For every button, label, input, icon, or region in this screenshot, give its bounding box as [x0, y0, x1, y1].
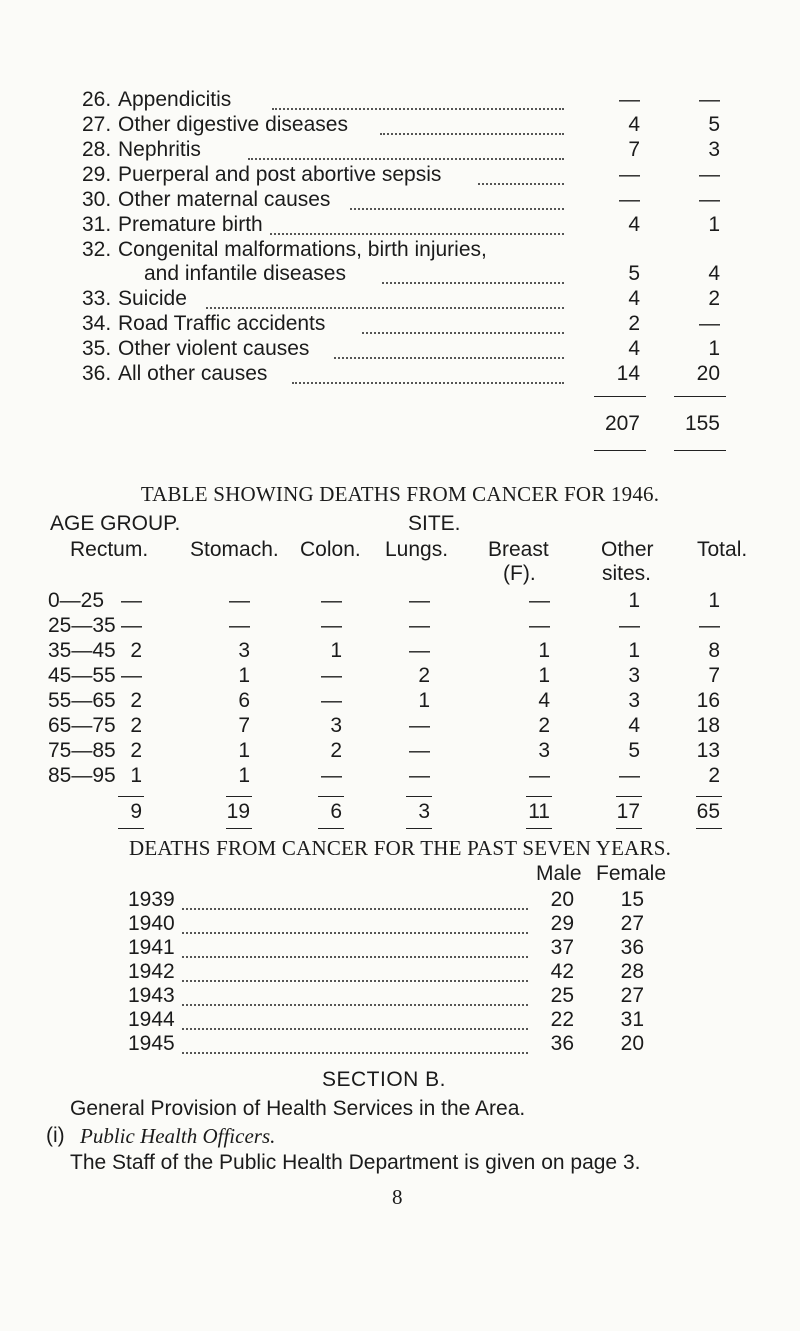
table-cell: —: [229, 614, 250, 637]
table-cell: —: [529, 589, 550, 612]
male-value: 4: [628, 337, 640, 360]
male-total: 207: [604, 412, 640, 435]
table-cell: 1: [628, 589, 640, 612]
male-value: 2: [628, 312, 640, 335]
total-rule: [594, 396, 646, 397]
female-total: 155: [684, 412, 720, 435]
leader-dots: [182, 980, 528, 982]
female-value: 3: [708, 138, 720, 161]
table-cell: —: [699, 614, 720, 637]
table-cell: 2: [130, 714, 142, 737]
total-rule: [674, 450, 726, 451]
column-total: 17: [616, 800, 640, 823]
table-cell: —: [529, 764, 550, 787]
table-cell: 3: [628, 664, 640, 687]
leader-dots: [272, 108, 564, 110]
item-label: Premature birth: [118, 213, 263, 236]
column-total: 11: [528, 800, 550, 823]
year: 1943: [128, 984, 175, 1007]
year: 1944: [128, 1008, 175, 1031]
age-group: 35—45: [48, 639, 116, 662]
table-cell: 1: [628, 639, 640, 662]
item-number: 33.: [82, 287, 112, 310]
leader-dots: [182, 908, 528, 910]
leader-dots: [182, 932, 528, 934]
table-cell: 1: [238, 664, 250, 687]
column-header-stomach: Stomach.: [190, 538, 279, 561]
male-column-header: Male: [536, 862, 582, 885]
age-group: 0—25: [48, 589, 105, 612]
page-number: 8: [392, 1185, 403, 1209]
table-cell: 2: [130, 639, 142, 662]
site-label: SITE.: [408, 512, 461, 535]
column-total: 3: [418, 800, 430, 823]
table-cell: 4: [628, 714, 640, 737]
table-cell: —: [409, 764, 430, 787]
total-rule: [226, 828, 252, 829]
female-value: 28: [620, 960, 644, 983]
leader-dots: [248, 158, 564, 160]
female-value: 27: [620, 912, 644, 935]
male-value: 42: [550, 960, 574, 983]
total-rule: [526, 796, 552, 797]
column-header-other: Other: [601, 538, 654, 561]
table-cell: 1: [330, 639, 342, 662]
table-cell: —: [121, 664, 142, 687]
item-number: 34.: [82, 312, 112, 335]
table-cell: —: [619, 764, 640, 787]
table-cell: 2: [708, 764, 720, 787]
table-cell: —: [321, 664, 342, 687]
total-rule: [226, 796, 252, 797]
section-subtitle: General Provision of Health Services in the Area.: [70, 1097, 526, 1120]
table-cell: 1: [538, 639, 550, 662]
male-value: 36: [550, 1032, 574, 1055]
item-label: All other causes: [118, 362, 268, 385]
item-label: Other digestive diseases: [118, 113, 348, 136]
item-label: Other maternal causes: [118, 188, 331, 211]
item-title: Public Health Officers.: [80, 1124, 276, 1148]
leader-dots: [382, 282, 564, 284]
item-label: Road Traffic accidents: [118, 312, 326, 335]
leader-dots: [380, 133, 564, 135]
table-cell: —: [121, 614, 142, 637]
female-value: —: [699, 312, 720, 335]
female-value: 1: [708, 337, 720, 360]
age-group: 25—35: [48, 614, 116, 637]
female-value: 1: [708, 213, 720, 236]
table-cell: 3: [238, 639, 250, 662]
male-value: 5: [628, 262, 640, 285]
leader-dots: [270, 233, 564, 235]
male-value: 20: [550, 888, 574, 911]
table-cell: —: [409, 639, 430, 662]
column-total: 19: [226, 800, 250, 823]
table-cell: 13: [696, 739, 720, 762]
item-number: (i): [46, 1124, 65, 1147]
female-value: 27: [620, 984, 644, 1007]
leader-dots: [182, 1052, 528, 1054]
leader-dots: [182, 956, 528, 958]
age-group: 55—65: [48, 689, 116, 712]
column-header-lungs: Lungs.: [385, 538, 449, 561]
total-rule: [674, 396, 726, 397]
table-cell: 3: [330, 714, 342, 737]
column-header-rectum: Rectum.: [70, 538, 149, 561]
male-value: —: [619, 88, 640, 111]
item-label: Suicide: [118, 287, 187, 310]
table-cell: 2: [418, 664, 430, 687]
column-header-breast-f: (F).: [503, 562, 536, 585]
body-text: The Staff of the Public Health Department is given on page 3.: [70, 1151, 641, 1174]
total-rule: [318, 796, 344, 797]
year: 1939: [128, 888, 175, 911]
male-value: —: [619, 163, 640, 186]
table-cell: —: [409, 739, 430, 762]
table-cell: 1: [418, 689, 430, 712]
table-cell: —: [321, 689, 342, 712]
table-cell: —: [409, 589, 430, 612]
male-value: 4: [628, 287, 640, 310]
item-number: 31.: [82, 213, 112, 236]
leader-dots: [292, 382, 564, 384]
total-rule: [696, 828, 722, 829]
table-cell: 3: [538, 739, 550, 762]
item-number: 28.: [82, 138, 112, 161]
table-cell: —: [619, 614, 640, 637]
table-cell: 1: [538, 664, 550, 687]
item-number: 27.: [82, 113, 112, 136]
total-rule: [526, 828, 552, 829]
table-cell: —: [529, 614, 550, 637]
table-cell: —: [321, 614, 342, 637]
female-value: 31: [620, 1008, 644, 1031]
leader-dots: [182, 1028, 528, 1030]
age-group: 85—95: [48, 764, 116, 787]
table-cell: 1: [238, 739, 250, 762]
year: 1941: [128, 936, 175, 959]
female-value: 5: [708, 113, 720, 136]
table-cell: 2: [130, 689, 142, 712]
female-value: 20: [620, 1032, 644, 1055]
table-cell: 7: [708, 664, 720, 687]
column-header-breast: Breast: [488, 538, 549, 561]
table-cell: 6: [238, 689, 250, 712]
male-value: —: [619, 188, 640, 211]
year: 1945: [128, 1032, 175, 1055]
item-label: Puerperal and post abortive sepsis: [118, 163, 442, 186]
column-total: 65: [696, 800, 720, 823]
section-title: SECTION B.: [322, 1068, 447, 1091]
leader-dots: [362, 332, 564, 334]
table-cell: 5: [628, 739, 640, 762]
table-cell: 16: [696, 689, 720, 712]
total-rule: [406, 796, 432, 797]
female-value: —: [699, 88, 720, 111]
table-cell: 2: [538, 714, 550, 737]
female-value: 15: [620, 888, 644, 911]
total-rule: [616, 828, 642, 829]
table-cell: —: [409, 614, 430, 637]
female-value: 20: [696, 362, 720, 385]
total-rule: [406, 828, 432, 829]
total-rule: [594, 450, 646, 451]
table-cell: —: [121, 589, 142, 612]
item-number: 30.: [82, 188, 112, 211]
table-cell: 1: [130, 764, 142, 787]
item-number: 32.: [82, 238, 112, 261]
leader-dots: [182, 1004, 528, 1006]
column-header-colon: Colon.: [300, 538, 361, 561]
leader-dots: [478, 183, 564, 185]
male-value: 37: [550, 936, 574, 959]
leader-dots: [334, 357, 564, 359]
cancer-table-title: TABLE SHOWING DEATHS FROM CANCER FOR 1946.: [140, 482, 660, 506]
female-value: —: [699, 188, 720, 211]
table-cell: 8: [708, 639, 720, 662]
leader-dots: [350, 208, 564, 210]
year: 1942: [128, 960, 175, 983]
table-cell: 3: [628, 689, 640, 712]
total-rule: [118, 828, 144, 829]
table-cell: 2: [330, 739, 342, 762]
male-value: 4: [628, 113, 640, 136]
item-label-continued: and infantile diseases: [144, 262, 346, 285]
table-cell: 2: [130, 739, 142, 762]
table-cell: —: [409, 714, 430, 737]
table-cell: —: [229, 589, 250, 612]
column-header-other-sites: sites.: [602, 562, 652, 585]
item-label: Appendicitis: [118, 88, 232, 111]
item-label: Congenital malformations, birth injuries,: [118, 238, 487, 261]
female-value: 36: [620, 936, 644, 959]
age-group: 65—75: [48, 714, 116, 737]
table-cell: 7: [238, 714, 250, 737]
item-number: 29.: [82, 163, 112, 186]
item-number: 36.: [82, 362, 112, 385]
column-total: 6: [330, 800, 342, 823]
female-column-header: Female: [596, 862, 667, 885]
table-cell: 4: [538, 689, 550, 712]
total-rule: [616, 796, 642, 797]
male-value: 29: [550, 912, 574, 935]
age-group-label: AGE GROUP.: [50, 512, 181, 535]
item-label: Nephritis: [118, 138, 201, 161]
total-rule: [696, 796, 722, 797]
age-group: 45—55: [48, 664, 116, 687]
table-cell: —: [321, 589, 342, 612]
table-cell: 1: [708, 589, 720, 612]
column-total: 9: [130, 800, 142, 823]
female-value: —: [699, 163, 720, 186]
male-value: 25: [550, 984, 574, 1007]
item-label: Other violent causes: [118, 337, 310, 360]
table-cell: 1: [238, 764, 250, 787]
female-value: 2: [708, 287, 720, 310]
item-number: 26.: [82, 88, 112, 111]
male-value: 4: [628, 213, 640, 236]
table-cell: —: [321, 764, 342, 787]
seven-years-title: DEATHS FROM CANCER FOR THE PAST SEVEN YEARS.: [128, 836, 672, 860]
age-group: 75—85: [48, 739, 116, 762]
male-value: 14: [616, 362, 640, 385]
total-rule: [318, 828, 344, 829]
year: 1940: [128, 912, 175, 935]
female-value: 4: [708, 262, 720, 285]
item-number: 35.: [82, 337, 112, 360]
table-cell: 18: [696, 714, 720, 737]
column-header-total: Total.: [697, 538, 748, 561]
male-value: 7: [628, 138, 640, 161]
leader-dots: [206, 307, 564, 309]
male-value: 22: [550, 1008, 574, 1031]
total-rule: [118, 796, 144, 797]
